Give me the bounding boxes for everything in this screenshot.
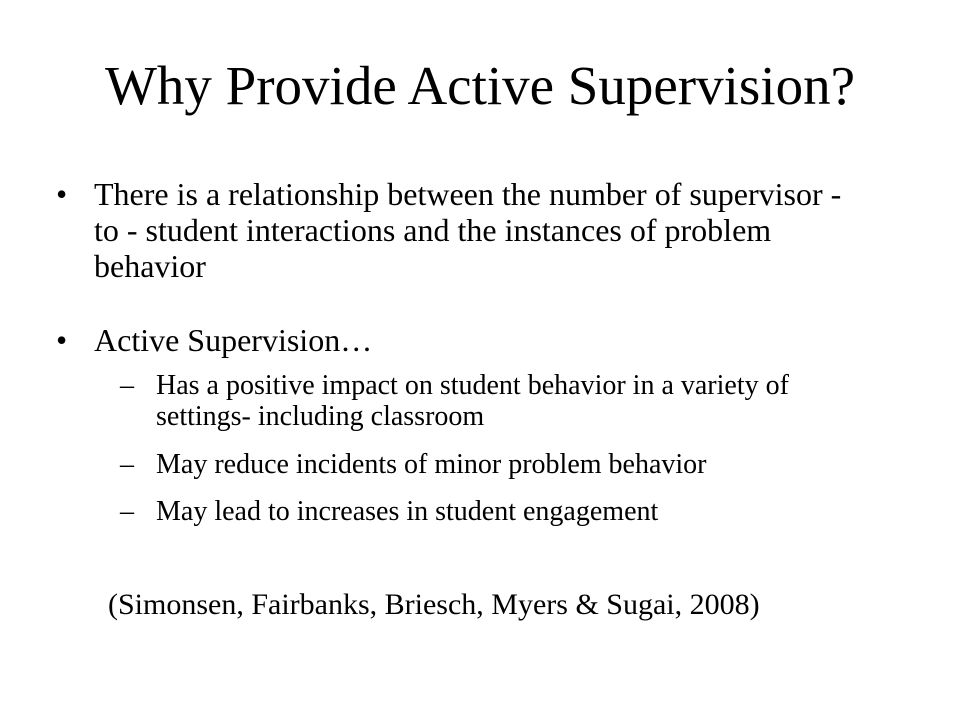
sub-bullet-item (120, 370, 860, 432)
sub-bullet-text: May lead to increases in student engagement (156, 496, 659, 527)
sub-bullet-text: May reduce incidents of minor problem behavior (156, 449, 707, 480)
dash-marker: – (120, 496, 134, 527)
sub-bullet-text: Has a positive impact on student behavior in a variety of settings- including classroom (156, 370, 789, 432)
dash-marker: – (120, 370, 134, 401)
sub-bullet-item (120, 449, 860, 480)
bullet-item (56, 322, 846, 358)
citation: (Simonsen, Fairbanks, Briesch, Myers & Sugai, 2008) (108, 588, 760, 621)
bullet-marker: • (56, 176, 68, 212)
sub-bullet-item (120, 496, 860, 527)
bullet-text: There is a relationship between the number of supervisor - to - student interactions and the instances of problem behavior (94, 176, 842, 284)
dash-marker: – (120, 449, 134, 480)
bullet-marker: • (56, 322, 68, 358)
bullet-item (56, 176, 846, 284)
bullet-text: Active Supervision… (94, 322, 373, 358)
slide-title: Why Provide Active Supervision? (104, 55, 856, 116)
